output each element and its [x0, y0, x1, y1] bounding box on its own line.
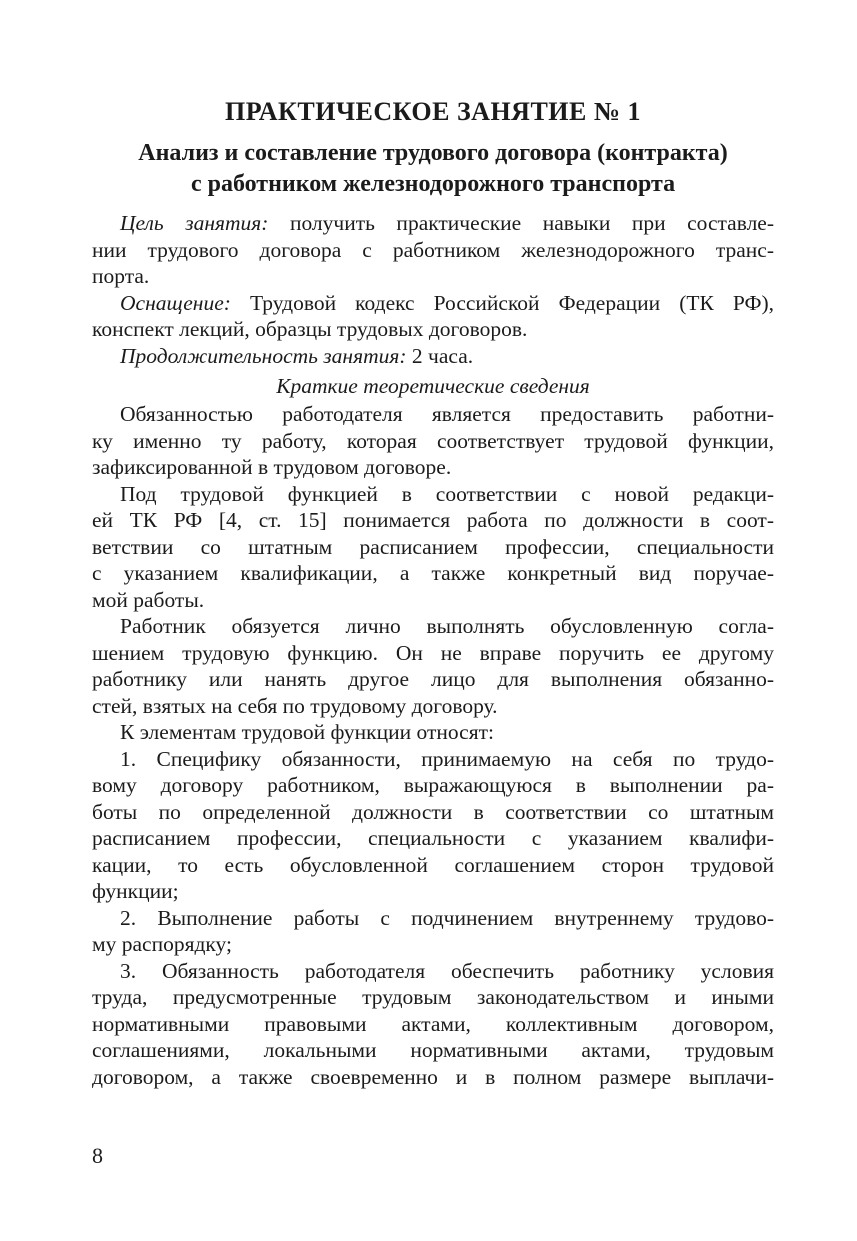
- text-line: [92, 263, 774, 290]
- text-line: [92, 958, 774, 985]
- text-line: [92, 343, 774, 370]
- text-segment: нормативными правовыми актами, коллективным договором,: [92, 1011, 774, 1036]
- text-segment: К элементам трудовой функции относят:: [120, 720, 494, 744]
- text-line: [92, 1011, 774, 1038]
- italic-lead-in: Оснащение:: [120, 290, 231, 315]
- intro-paragraphs: [92, 210, 774, 369]
- text-line: [92, 693, 774, 720]
- text-segment: боты по определенной должности в соответствии со штатным: [92, 799, 774, 824]
- text-segment: нии трудового договора с работником железнодорожного транс-: [92, 237, 774, 262]
- italic-lead-in: Цель занятия:: [120, 211, 269, 235]
- text-segment: ку именно ту работу, которая соответствует трудовой функции,: [92, 428, 774, 453]
- text-segment: Трудовой кодекс Российской Федерации (ТК РФ),: [230, 290, 774, 315]
- text-line: [92, 587, 774, 614]
- text-line: [92, 852, 774, 879]
- text-line: [92, 772, 774, 799]
- subtitle-line: с работником железнодорожного транспорта: [190, 171, 676, 197]
- paragraph: [92, 343, 774, 370]
- text-line: [92, 428, 774, 455]
- text-line: [92, 1064, 774, 1091]
- text-segment: Работник обязуется лично выполнять обусловленную согла-: [120, 614, 774, 638]
- text-line: [92, 799, 774, 826]
- page-title: ПРАКТИЧЕСКОЕ ЗАНЯТИЕ № 1: [225, 97, 641, 126]
- text-segment: работнику или нанять другое лицо для выполнения обязанно-: [92, 667, 774, 691]
- paragraph: [92, 719, 774, 746]
- text-segment: му распорядку;: [92, 932, 232, 956]
- text-line: [92, 290, 774, 317]
- text-segment: ей ТК РФ [4, ст. 15] понимается работа по должности в соот-: [92, 508, 774, 532]
- text-line: [92, 719, 774, 746]
- text-line: [92, 454, 774, 481]
- text-segment: с указанием квалификации, а также конкретный вид поручае-: [92, 561, 774, 585]
- text-line: [92, 316, 774, 343]
- text-segment: 3. Обязанность работодателя обеспечить работнику условия: [120, 958, 774, 983]
- text-segment: конспект лекций, образцы трудовых договоров.: [92, 317, 528, 341]
- paragraph: [92, 481, 774, 614]
- text-segment: стей, взятых на себя по трудовому договору.: [92, 693, 498, 718]
- text-segment: функции;: [92, 879, 179, 903]
- text-segment: 1. Специфику обязанности, принимаемую на себя по трудо-: [120, 746, 774, 771]
- text-segment: ветствии со штатным расписанием профессии, специальности: [92, 534, 774, 559]
- text-segment: шением трудовую функцию. Он не вправе поручить ее другому: [92, 640, 774, 665]
- text-line: [92, 984, 774, 1011]
- paragraph: [92, 905, 774, 958]
- section-heading: Краткие теоретические сведения: [276, 374, 590, 398]
- page-number: 8: [92, 1143, 103, 1168]
- text-segment: кации, то есть обусловленной соглашением сторон трудовой: [92, 852, 774, 877]
- text-line: [92, 560, 774, 587]
- text-segment: зафиксированной в трудовом договоре.: [92, 455, 452, 479]
- text-line: [92, 825, 774, 852]
- text-line: [92, 481, 774, 508]
- paragraph: [92, 613, 774, 719]
- text-segment: получить практические навыки при составле-: [268, 211, 774, 235]
- text-line: [92, 401, 774, 428]
- text-line: [92, 210, 774, 237]
- text-segment: вому договору работником, выражающуюся в выполнении ра-: [92, 773, 774, 797]
- text-line: [92, 931, 774, 958]
- subtitle-line: Анализ и составление трудового договора (контракта): [138, 140, 728, 166]
- text-segment: 2. Выполнение работы с подчинением внутреннему трудово-: [120, 905, 774, 930]
- text-segment: соглашениями, локальными нормативными актами, трудовым: [92, 1038, 774, 1062]
- text-line: [92, 613, 774, 640]
- text-line: [92, 1037, 774, 1064]
- paragraph: [92, 958, 774, 1091]
- paragraph: [92, 401, 774, 481]
- page-content: [92, 0, 774, 1090]
- body-paragraphs: [92, 401, 774, 1090]
- paragraph: [92, 210, 774, 290]
- text-segment: 2 часа.: [406, 343, 474, 368]
- text-line: [92, 507, 774, 534]
- italic-lead-in: Продолжительность занятия:: [120, 343, 407, 368]
- text-line: [92, 534, 774, 561]
- text-segment: Под трудовой функцией в соответствии с новой редакци-: [120, 481, 774, 506]
- text-segment: мой работы.: [92, 587, 205, 612]
- text-segment: Обязанностью работодателя является предоставить работни-: [120, 402, 774, 426]
- text-line: [92, 640, 774, 667]
- text-segment: расписанием профессии, специальности с указанием квалифи-: [92, 826, 774, 850]
- text-line: [92, 237, 774, 264]
- text-line: [92, 746, 774, 773]
- text-segment: труда, предусмотренные трудовым законодательством и иными: [92, 985, 774, 1009]
- text-segment: договором, а также своевременно и в полном размере выплачи-: [92, 1064, 774, 1089]
- paragraph: [92, 290, 774, 343]
- text-line: [92, 666, 774, 693]
- text-line: [92, 905, 774, 932]
- text-segment: порта.: [92, 264, 150, 288]
- text-line: [92, 878, 774, 905]
- paragraph: [92, 746, 774, 905]
- document-subtitle: [92, 138, 774, 200]
